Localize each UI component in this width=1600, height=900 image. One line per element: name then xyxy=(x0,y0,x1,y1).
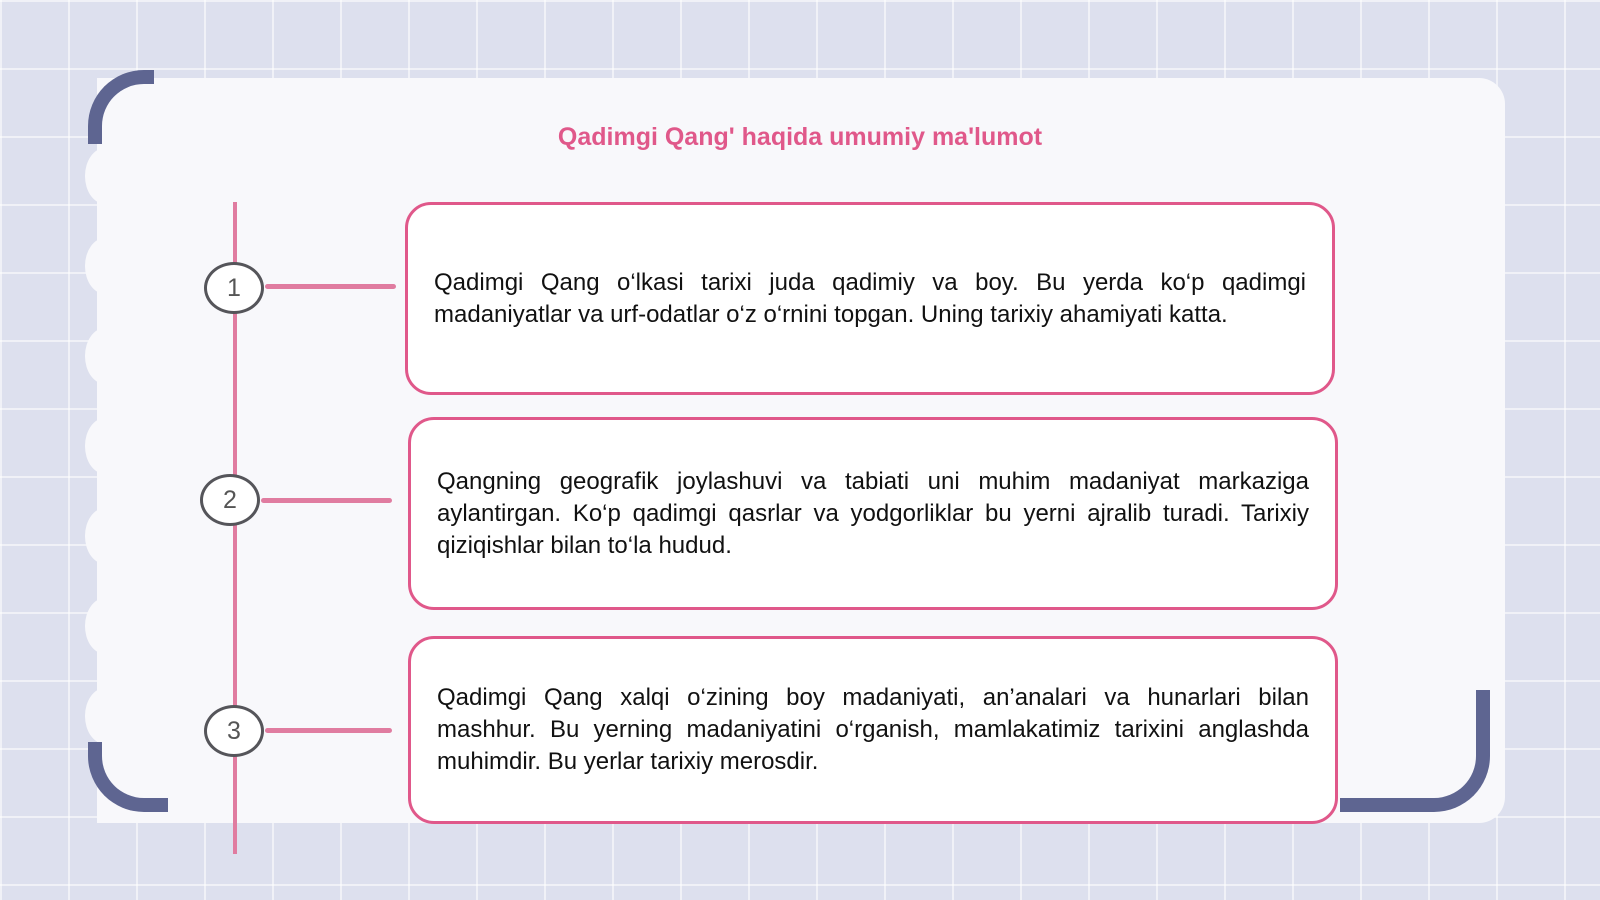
step-number-badge: 1 xyxy=(204,262,264,314)
timeline-connector xyxy=(265,728,392,733)
info-text: Qadimgi Qang xalqi o‘zining boy madaniyati, an’analari va hunarlari bilan mashhur. Bu yerning madaniyatini o‘rganish, mamlakatimiz tarixini anglashda muhimdir. Bu yerlar tarixiy merosdir. xyxy=(437,684,1309,775)
slide-title: Qadimgi Qang' haqida umumiy ma'lumot xyxy=(557,123,1043,151)
card-scallop xyxy=(85,508,125,564)
card-scallop xyxy=(85,238,125,294)
corner-bracket-bottom-right xyxy=(1340,690,1490,812)
card-scallop xyxy=(85,688,125,744)
info-box xyxy=(408,417,1338,610)
info-box xyxy=(405,202,1335,395)
info-box xyxy=(408,636,1338,824)
timeline-connector xyxy=(265,284,396,289)
card-scallop xyxy=(85,598,125,654)
card-scallop xyxy=(85,418,125,474)
step-number-badge: 3 xyxy=(204,705,264,757)
info-text: Qadimgi Qang o‘lkasi tarixi juda qadimiy va boy. Bu yerda ko‘p qadimgi madaniyatlar va urf-odatlar o‘z o‘rnini topgan. Uning tarixiy ahamiyati katta. xyxy=(434,268,1306,328)
info-text: Qangning geografik joylashuvi va tabiati uni muhim madaniyat markaziga aylantirgan. Ko‘p qadimgi qasrlar va yodgorliklar bu yerni ajralib turadi. Tarixiy qiziqishlar bilan to‘la hudud. xyxy=(437,467,1309,559)
card-scallop xyxy=(85,328,125,384)
step-number-badge: 2 xyxy=(200,474,260,526)
card-scallop xyxy=(85,148,125,204)
timeline-connector xyxy=(261,498,392,503)
